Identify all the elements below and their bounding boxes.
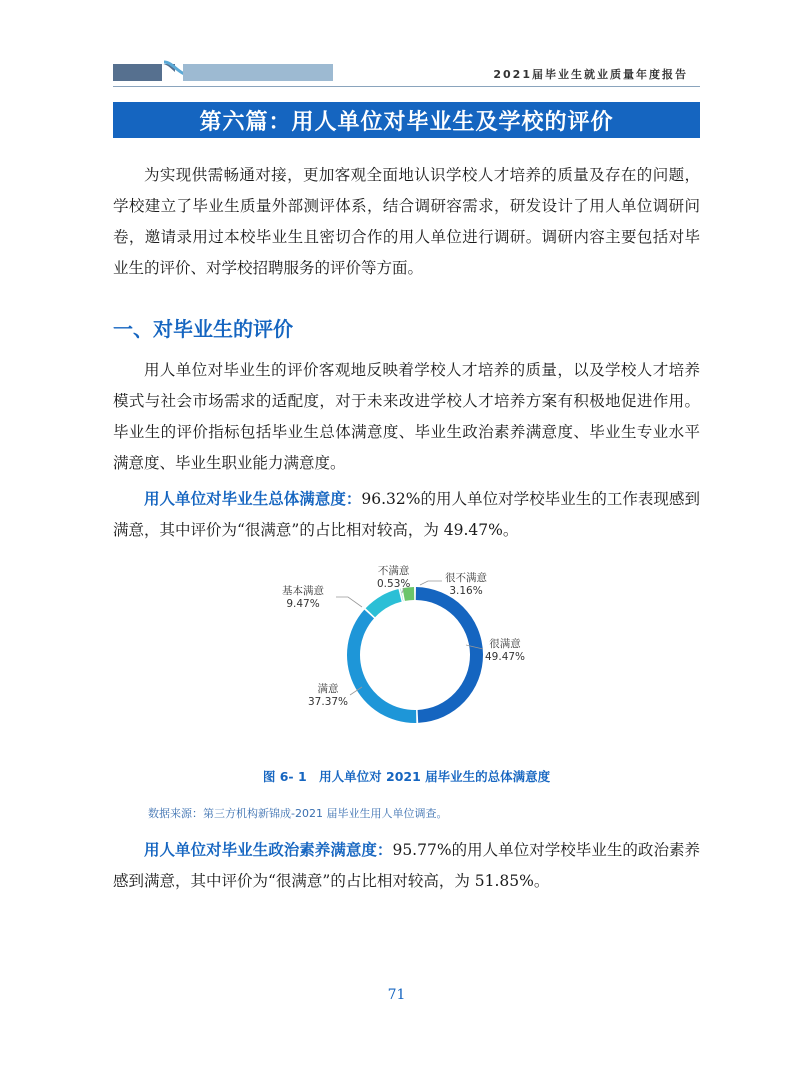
section-heading: 一、对毕业生的评价 [113,317,293,341]
label-basic-satisfied: 基本满意 9.47% [282,585,324,610]
report-header-title: 2021届毕业生就业质量年度报告 [493,68,688,81]
page-number: 71 [387,987,406,1003]
label-dissatisfied: 不满意 0.53% [377,565,411,590]
header-decoration-light [183,64,333,81]
donut-slice-2 [366,589,402,617]
leader-line-2 [336,597,362,607]
figure-caption: 图 6- 1 用人单位对 2021 届毕业生的总体满意度 [262,769,551,784]
political-lead: 用人单位对毕业生政治素养满意度： [144,841,393,859]
donut-slice-0 [416,587,483,723]
political-text: 95.77%的用人单位对学校毕业生的政治素养感到满意，其中评价为“很满意”的占比相对较高，为 51.85%。 [113,841,700,890]
leader-line-4 [420,581,442,585]
header-divider [113,86,700,87]
figure-source: 数据来源：第三方机构新锦成-2021 届毕业生用人单位调查。 [148,807,448,820]
chapter-title: 第六篇：用人单位对毕业生及学校的评价 [113,102,700,138]
donut-slice-1 [347,610,416,723]
overall-satisfaction-paragraph [113,484,700,546]
section-paragraph: 用人单位对毕业生的评价客观地反映着学校人才培养的质量，以及学校人才培养模式与社会市场需求的适配度，对于未来改进学校人才培养方案有积极地促进作用。毕业生的评价指标包括毕业生总体满意度、毕业生政治素养满意度、毕业生专业水平满意度、毕业生职业能力满意度。 [113,361,700,472]
intro-paragraph: 为实现供需畅通对接，更加客观全面地认识学校人才培养的质量及存在的问题，学校建立了毕业生质量外部测评体系，结合调研容需求，研发设计了用人单位调研问卷，邀请录用过本校毕业生且密切合作的用人单位进行调研。调研内容主要包括对毕业生的评价、对学校招聘服务的评价等方面。 [113,166,700,277]
label-satisfied: 满意 37.37% [308,683,349,708]
political-satisfaction-paragraph [113,835,700,897]
satisfaction-donut-chart [270,555,560,745]
overall-text: 96.32%的用人单位对学校毕业生的工作表现感到满意，其中评价为“很满意”的占比相对较高，为 49.47%。 [113,490,700,539]
overall-lead: 用人单位对毕业生总体满意度： [144,490,362,508]
label-very-satisfied: 很满意 49.47% [485,638,526,663]
label-very-dissatisfied: 很不满意 3.16% [445,572,487,597]
